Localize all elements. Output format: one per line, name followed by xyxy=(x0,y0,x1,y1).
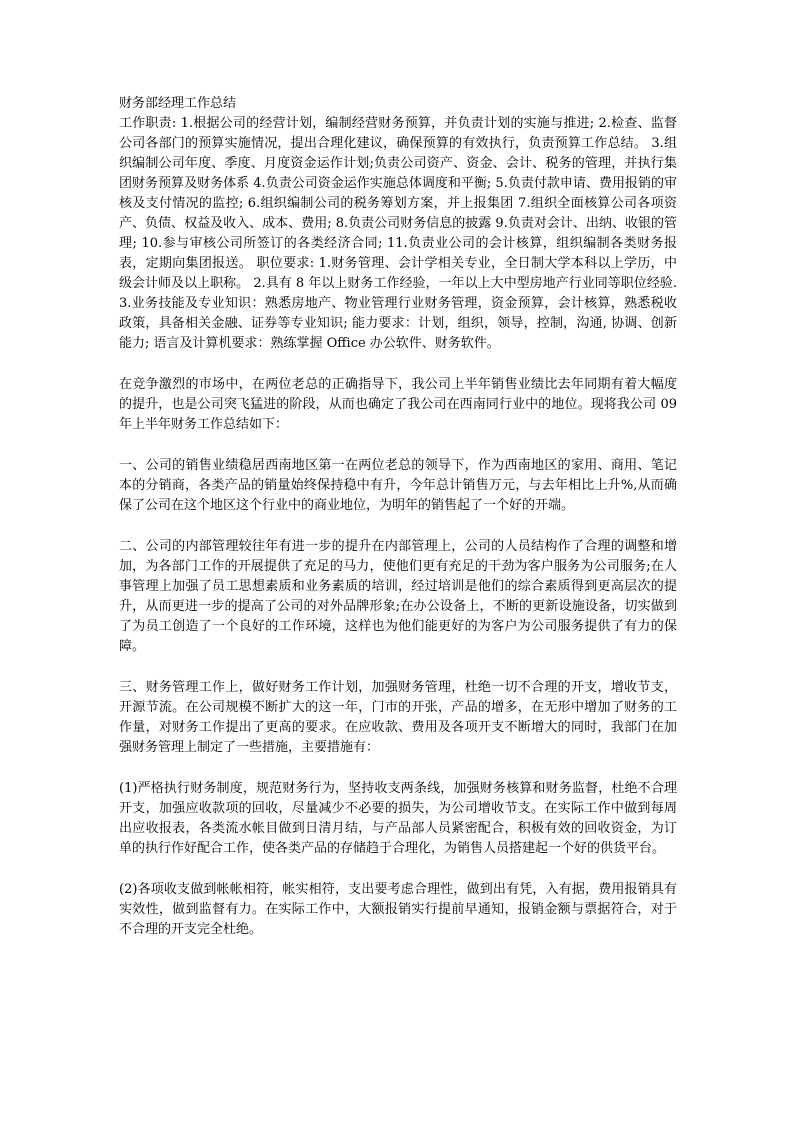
paragraph-section-1: 一、公司的销售业绩稳居西南地区第一在两位老总的领导下，作为西南地区的家用、商用、笔记本的分销商，各类产品的销量始终保持稳中有升，今年总计销售万元，与去年相比上升%,从而确保了公司在这个地区这个行业中的商业地位，为明年的销售起了一个好的开端。 xyxy=(119,458,677,513)
document-page xyxy=(119,94,677,940)
paragraph-job-duties: 工作职责: 1.根据公司的经营计划，编制经营财务预算，并负责计划的实施与推进; 2.检查、监督公司各部门的预算实施情况，提出合理化建议，确保预算的有效执行，负责预算工作总结。 3.组织编制公司年度、季度、月度资金运作计划;负责公司资产、资金、会计、税务的管理，并执行集团财务预算及财务体系 4.负责公司资金运作实施总体调度和平衡; 5.负责付款申请、费用报销的审核及支付情况的监控; 6.组织编制公司的税务筹划方案，并上报集团 7.组织全面核算公司各项资产、负债、权益及收入、成本、费用; 8.负责公司财务信息的披露 9.负责对会计、出纳、收银的管理; 10.参与审核公司所签订的各类经济合同; 11.负责业公司的会计核算，组织编制各类财务报表，定期向集团报送。 职位要求: 1.财务管理、会计学相关专业，全日制大学本科以上学历，中级会计师及以上职称。 2.具有 8 年以上财务工作经验，一年以上大中型房地产行业同等职位经验. 3.业务技能及专业知识：熟悉房地产、物业管理行业财务管理，资金预算，会计核算，熟悉税收政策，具备相关金融、证券等专业知识; 能力要求：计划，组织，领导，控制，沟通, 协调、创新能力; 语言及计算机要求：熟练掌握 Office 办公软件、财务软件。 xyxy=(119,116,677,351)
paragraph-intro: 在竞争激烈的市场中，在两位老总的正确指导下，我公司上半年销售业绩比去年同期有着大幅度的提升，也是公司突飞猛进的阶段，从而也确定了我公司在西南同行业中的地位。现将我公司 09 年上半年财务工作总结如下： xyxy=(119,377,677,432)
paragraph-measure-2: (2)各项收支做到帐帐相符，帐实相符，支出要考虑合理性，做到出有凭，入有据，费用报销具有实效性，做到监督有力。在实际工作中，大额报销实行提前早通知，报销金额与票据符合，对于不合理的开支完全杜绝。 xyxy=(119,882,677,937)
paragraph-section-3: 三、财务管理工作上，做好财务工作计划，加强财务管理，杜绝一切不合理的开支，增收节支，开源节流。在公司规模不断扩大的这一年，门市的开张，产品的增多，在无形中增加了财务的工作量，对财务工作提出了更高的要求。在应收款、费用及各项开支不断增大的同时，我部门在加强财务管理上制定了一些措施，主要措施有： xyxy=(119,680,677,755)
paragraph-measure-1: (1)严格执行财务制度，规范财务行为，坚持收支两条线，加强财务核算和财务监督，杜绝不合理开支，加强应收款项的回收，尽量减少不必要的损失，为公司增收节支。在实际工作中做到每周出应收报表，各类流水帐目做到日清月结，与产品部人员紧密配合，积极有效的回收资金，为订单的执行作好配合工作，使各类产品的存储趋于合理化，为销售人员搭建起一个好的供货平台。 xyxy=(119,781,677,856)
paragraph-spacer xyxy=(119,354,677,375)
paragraph-section-2: 二、公司的内部管理较往年有进一步的提升在内部管理上，公司的人员结构作了合理的调整和增加，为各部门工作的开展提供了充足的马力，使他们更有充足的干劲为客户服务为公司服务;在人事管理上加强了员工思想素质和业务素质的培训，经过培训是他们的综合素质得到更高层次的提升，从而更进一步的提高了公司的对外品牌形象;在办公设备上，不断的更新设施设备，切实做到了为员工创造了一个良好的工作环境，这样也为他们能更好的为客户为公司服务提供了有力的保障。 xyxy=(119,539,677,654)
paragraph-spacer xyxy=(119,859,677,880)
document-title: 财务部经理工作总结 xyxy=(119,96,237,111)
paragraph-spacer xyxy=(119,435,677,456)
paragraph-spacer xyxy=(119,758,677,779)
paragraph-spacer xyxy=(119,657,677,678)
paragraph-spacer xyxy=(119,516,677,537)
